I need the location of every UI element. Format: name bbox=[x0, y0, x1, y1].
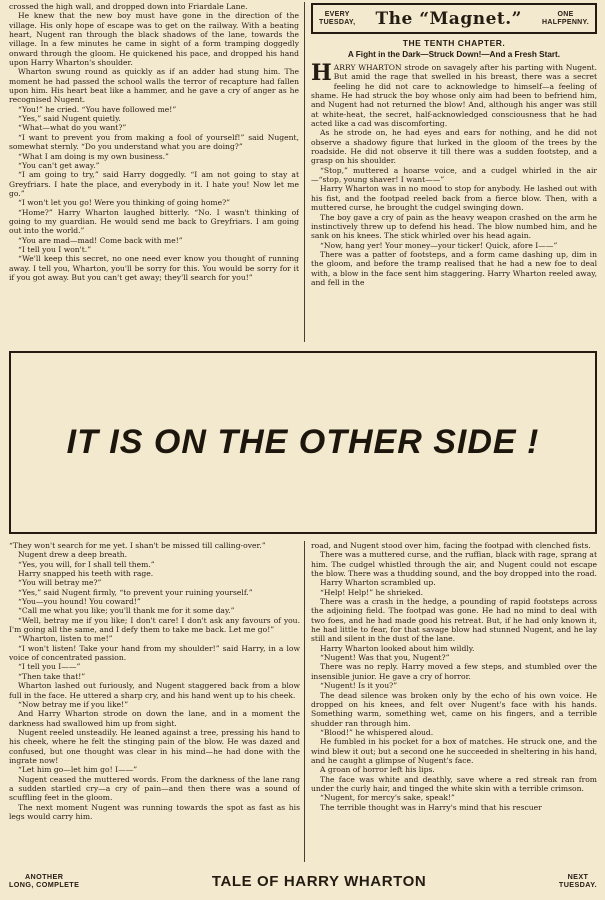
masthead-right-line2: HALFPENNY. bbox=[542, 18, 589, 26]
masthead-title: The “Magnet.” bbox=[375, 8, 522, 29]
paragraph: “You can't get away.” bbox=[18, 160, 100, 170]
paragraph: Wharton lashed out furiously, and Nugent staggered back from a blow full in the face. He uttered a sharp cry, and his hand went up to his cheek. bbox=[9, 681, 300, 700]
paragraph: “Yes,” said Nugent firmly, “to prevent your ruining yourself.” bbox=[18, 587, 253, 597]
paragraph: He knew that the new boy must have gone in the direction of the village. His only hope of escape was to get on the railway. With a beating heart, Nugent ran through the black shadows of the lane, towards the village. In a few minutes he came in sight of a form tramping doggedly onward through the gloom. He quickened his pace, and dropped his hand upon Harry Wharton's shoulder. bbox=[9, 11, 299, 68]
paragraph: Wharton swung round as quickly as if an adder had stung him. The moment he had passed the school walls the terror of recapture had fallen upon him. His heart beat like a hammer, and he gave a cry of anger as he recognised Nugent. bbox=[9, 67, 299, 105]
paragraph: The next moment Nugent was running towards the spot as fast as his legs would carry him. bbox=[9, 802, 300, 821]
masthead-every-tuesday bbox=[319, 11, 355, 27]
masthead-price bbox=[542, 11, 589, 27]
paragraph: “I want to prevent you from making a fool of yourself!” said Nugent, somewhat sternly. “Do you understand what you are doing?” bbox=[9, 132, 299, 152]
footer-left-line2: LONG, COMPLETE bbox=[9, 880, 80, 889]
paragraph: “I won't let you go! Were you thinking of going home?” bbox=[18, 198, 231, 208]
paragraph: “You are mad—mad! Come back with me!” bbox=[18, 235, 183, 245]
paragraph: There was no reply. Harry moved a few steps, and stumbled over the insensible junior. He gave a cry of horror. bbox=[311, 662, 597, 681]
paragraph: The terrible thought was in Harry's mind that his rescuer bbox=[320, 802, 542, 812]
paragraph: The face was white and deathly, save where a red streak ran from under the curly hair, and tinged the white skin with a terrible crimson. bbox=[311, 774, 597, 793]
paragraph: A groan of horror left his lips. bbox=[320, 765, 435, 775]
drop-cap: H bbox=[311, 63, 332, 86]
footer-right-line1: NEXT bbox=[567, 872, 589, 881]
paragraph: “You will betray me?” bbox=[18, 578, 102, 588]
banner-box bbox=[9, 351, 597, 534]
paragraph: “Now betray me if you like!” bbox=[18, 699, 129, 709]
paragraph: The dead silence was broken only by the echo of his own voice. He dropped on his knees, and felt over Nugent's face with his hands. Something warm, something wet, came on his fingers, and a terrible shudder ran through him. bbox=[311, 690, 597, 728]
paragraph: “Let him go—let him go! I——” bbox=[18, 765, 138, 775]
paragraph: “I am going to try,” said Harry doggedly. “I am not going to stay at Greyfriars. I hate the place, and everybody in it. I hate you! Now let me go.” bbox=[9, 170, 299, 198]
paragraph: Nugent reeled unsteadily. He leaned against a tree, pressing his hand to his cheek, where he felt the stinging pain of the blow. He was dazed and confused, but one thought was clear in his mind—he had done with the ingrate now! bbox=[9, 727, 300, 765]
chapter-heading-block bbox=[311, 38, 597, 60]
paragraph: “I tell you I won't.” bbox=[18, 244, 92, 254]
paragraph: “They won't search for me yet. I shan't be missed till calling-over.” bbox=[9, 541, 266, 550]
paragraph: “Then take that!” bbox=[18, 671, 86, 681]
paragraph: There was a crash in the hedge, a pounding of rapid footsteps across the adjoining field. The footpad was gone. He had no mind to deal with two foes, and he had made good his retreat. But, if he had only known it, he had little to fear, for that savage blow had stunned Nugent, and he lay still and silent in the dust of the lane. bbox=[311, 597, 597, 644]
masthead-left-line2: TUESDAY, bbox=[319, 18, 356, 26]
paragraph: “I tell you I——” bbox=[18, 662, 81, 672]
paragraph: “Nugent! Is it you?” bbox=[320, 681, 398, 691]
paragraph: “Nugent, for mercy's sake, speak!” bbox=[320, 793, 455, 803]
paragraph: “Well, betray me if you like; I don't care! I don't ask any favours of you. I'm going all the same, and I defy them to take me back. Let me go!” bbox=[9, 615, 300, 635]
paragraph: “What—what do you want?” bbox=[18, 123, 127, 133]
paragraph: Harry snapped his teeth with rage. bbox=[18, 569, 154, 579]
paragraph: road, and Nugent stood over him, facing the footpad with clenched fists. bbox=[311, 541, 591, 550]
paragraph: “I won't listen! Take your hand from my shoulder!” said Harry, in a low voice of concentrated passion. bbox=[9, 643, 300, 663]
paragraph: ARRY WHARTON strode on savagely after his parting with Nugent. But amid the rage that swelled in his breast, there was a secret feeling he did not care to acknowledge to himself—a feeling of shame. He had struck the boy whose only aim had been to befriend him, and Nugent had not returned the blow! And, although his anger was still at white-heat, the secret, half-acknowledged consciousness that he had acted like a cad was discomforting. bbox=[311, 63, 597, 129]
top-right-paragraphs bbox=[311, 63, 597, 287]
masthead-box bbox=[311, 3, 597, 34]
paragraph: “Wharton, listen to me!” bbox=[18, 634, 113, 644]
paragraph: There was a muttered curse, and the ruffian, black with rage, sprang at him. The cudgel whistled through the air, and Nugent could not escape the blow. There was a thudding sound, and the boy dropped into the road. bbox=[311, 550, 597, 579]
masthead-right-line1: ONE bbox=[557, 10, 574, 18]
footer-left-line1: ANOTHER bbox=[24, 872, 64, 881]
top-left-column bbox=[9, 2, 299, 342]
paragraph: crossed the high wall, and dropped down into Friardale Lane. bbox=[9, 2, 248, 11]
bottom-right-column bbox=[311, 541, 597, 862]
banner-text: IT IS ON THE OTHER SIDE ! bbox=[66, 423, 540, 461]
paragraph: Nugent ceased the muttered words. From the darkness of the lane rang a sudden startled cry—a cry of pain—and then there was a sound of scuffling feet in the gloom. bbox=[9, 774, 300, 803]
paragraph: Harry Wharton looked about him wildly. bbox=[320, 643, 475, 653]
paragraph: “Yes, you will, for I shall tell them.” bbox=[18, 559, 155, 569]
paragraph: Harry Wharton was in no mood to stop for anybody. He lashed out with his fist, and the footpad reeled back from a fierce blow. Then, with a muttered curse, he brought the cudgel swinging down. bbox=[311, 184, 597, 213]
paragraph: “Call me what you like; you'll thank me for it some day.” bbox=[18, 606, 235, 616]
paragraph: “Stop,” muttered a hoarse voice, and a cudgel whirled in the air—“stop, young shaver! I want——” bbox=[311, 165, 597, 185]
chapter-subheading: A Fight in the Dark—Struck Down!—And a Fresh Start. bbox=[347, 50, 561, 59]
footer-right bbox=[559, 873, 597, 889]
paragraph: Harry Wharton scrambled up. bbox=[320, 578, 436, 588]
paragraph: “Home?” Harry Wharton laughed bitterly. “No. I wasn't thinking of going to my guardian. He would send me back to Greyfriars. I am going out into the world.” bbox=[9, 207, 299, 236]
paragraph: And Harry Wharton strode on down the lane, and in a moment the darkness had swallowed him up from sight. bbox=[9, 709, 300, 728]
paragraph: “Nugent! Was that you, Nugent?” bbox=[320, 653, 450, 663]
masthead-left-line1: EVERY bbox=[324, 10, 350, 18]
paragraph: “Blood!” he whispered aloud. bbox=[320, 727, 434, 737]
paragraph: As he strode on, he had eyes and ears for nothing, and he did not observe a shadowy figure that lurked in the gloom of the trees by the roadside. He did not observe it till there was a sudden footstep, and a grasp on his shoulder. bbox=[311, 128, 597, 166]
paragraph: “Help! Help!” he shrieked. bbox=[320, 587, 424, 597]
top-right-column bbox=[311, 63, 597, 343]
footer-left bbox=[9, 873, 79, 889]
chapter-heading: THE TENTH CHAPTER. bbox=[402, 38, 506, 48]
paragraph: There was a patter of footsteps, and a form came dashing up, dim in the gloom, and before the tramp realised that he had a new foe to deal with, a blow in the face sent him staggering. Harry Wharton reeled away, and fell in the bbox=[311, 249, 597, 287]
paragraph: “Now, hang yer! Your money—your ticker! Quick, afore I——” bbox=[320, 240, 558, 250]
paragraph: “What I am doing is my own business.” bbox=[18, 151, 169, 161]
paragraph: “We'll keep this secret, no one need ever know you thought of running away. I tell you, Wharton, you'll be sorry for this. You would be sorry for it if you got away. But you can't get away; they'll search for you!” bbox=[9, 254, 299, 282]
paragraph: He fumbled in his pocket for a box of matches. He struck one, and the wind blew it out; but a second one he succeeded in sheltering in his hand, and he caught a glimpse of Nugent's face. bbox=[311, 737, 597, 765]
paragraph: “You—you hound! You coward!” bbox=[18, 597, 141, 607]
column-divider bbox=[304, 2, 305, 342]
bottom-left-column bbox=[9, 541, 300, 862]
paragraph: Nugent drew a deep breath. bbox=[18, 550, 128, 560]
paragraph: “Yes,” said Nugent quietly. bbox=[18, 114, 121, 124]
column-divider bbox=[304, 541, 305, 862]
footer-title: TALE OF HARRY WHARTON bbox=[211, 872, 427, 890]
footer-right-line2: TUESDAY. bbox=[558, 880, 597, 889]
paragraph: The boy gave a cry of pain as the heavy weapon crashed on the arm he instinctively threw up to defend his head. The blow numbed him, and he sank on his knees. The stick whirled over his head again. bbox=[311, 212, 597, 241]
paragraph: “You!” he cried. “You have followed me!” bbox=[18, 104, 177, 114]
footer-promo bbox=[9, 866, 597, 896]
